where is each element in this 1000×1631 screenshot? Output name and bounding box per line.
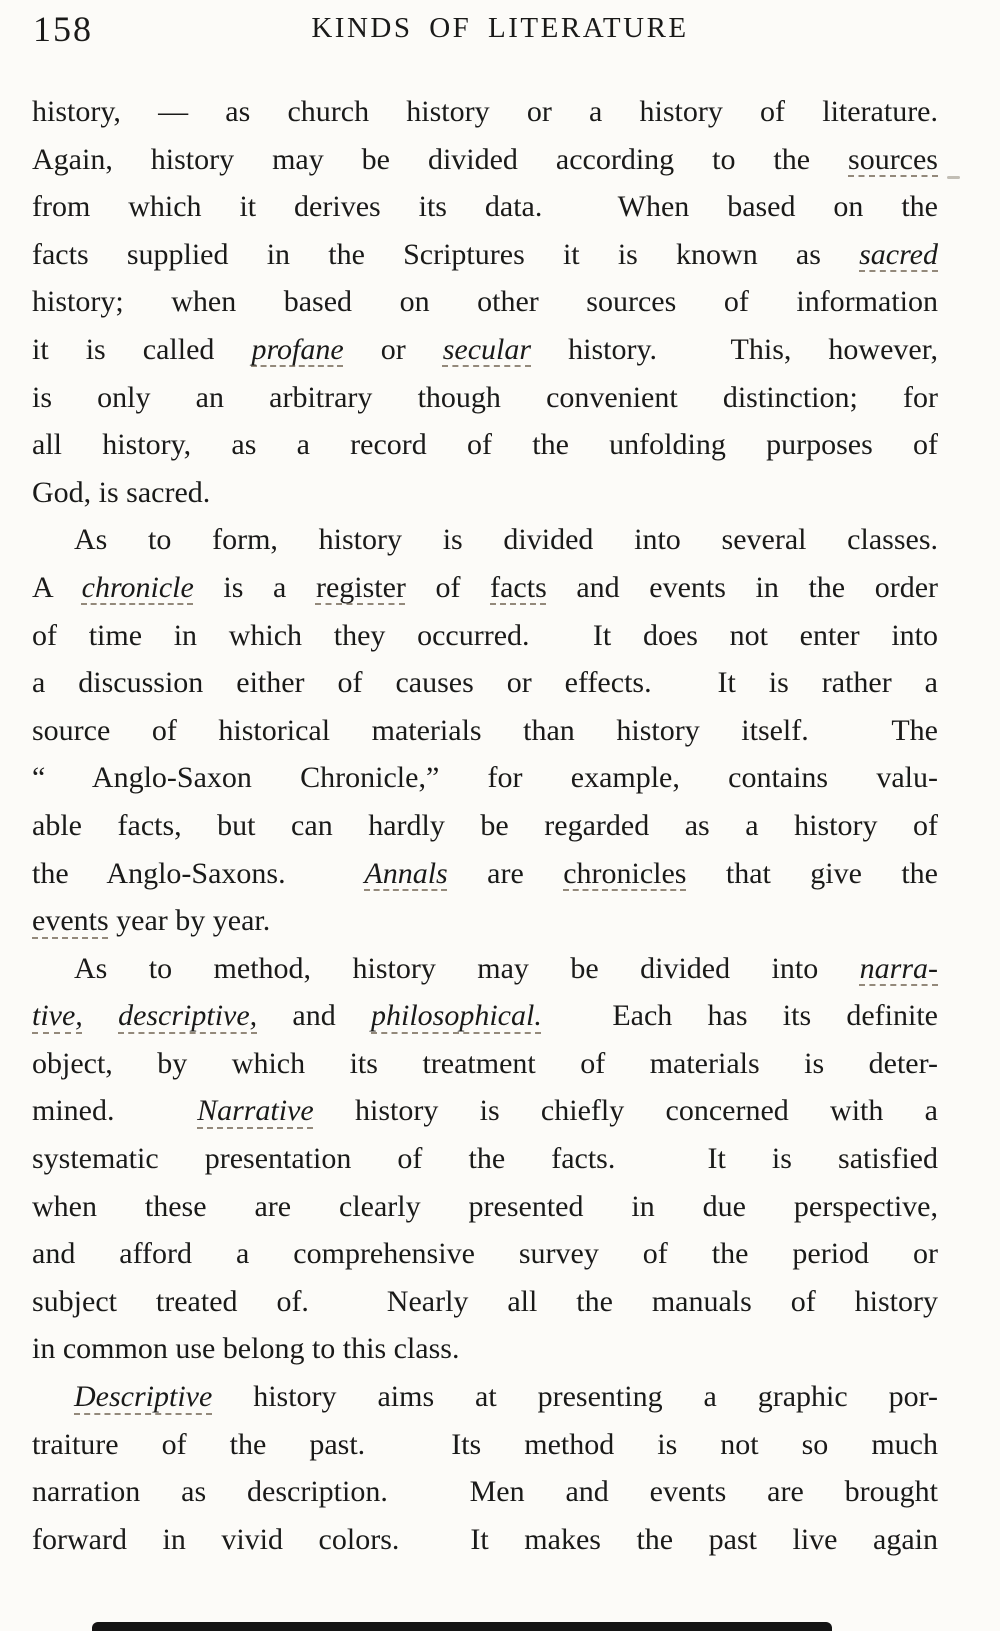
text-segment: of time in which they occurred. It does not enter into [32, 618, 938, 652]
text-line [32, 659, 938, 707]
italic-underlined-term: secular [442, 332, 532, 366]
text-segment: object, by which its treatment of materials is deter- [32, 1046, 938, 1080]
text-line [32, 612, 938, 660]
text-segment: facts supplied in the Scriptures it is known as [32, 237, 860, 271]
underlined-term: events [32, 904, 109, 938]
text-segment: able facts, but can hardly be regarded as a history of [32, 808, 938, 842]
text-segment: history, — as church history or a history of literature. [32, 95, 938, 128]
text-segment: all history, as a record of the unfolding purposes of [32, 428, 938, 462]
italic-underlined-term: Descriptive [74, 1380, 213, 1414]
text-line [32, 897, 938, 945]
text-segment: “ Anglo-Saxon Chronicle,” for example, contains valu- [32, 761, 938, 795]
pencil-mark-margin [947, 176, 960, 179]
text-line [32, 945, 938, 993]
text-line [32, 326, 938, 374]
text-line [32, 1421, 938, 1469]
text-segment: Each has its definite [541, 999, 938, 1033]
text-segment: As to method, history may be divided into [74, 951, 860, 985]
text-segment: a discussion either of causes or effects. It is rather a [32, 666, 938, 700]
text-segment: history is chiefly concerned with a [313, 1094, 938, 1128]
text-line [32, 1516, 938, 1564]
text-line [32, 802, 938, 850]
text-segment: and afford a comprehensive survey of the period or [32, 1237, 938, 1271]
italic-underlined-term: narra- [859, 951, 938, 985]
text-segment: history aims at presenting a graphic por- [212, 1380, 938, 1414]
italic-underlined-term: Annals [364, 856, 448, 890]
italic-underlined-term: descriptive, [118, 999, 258, 1033]
text-segment: it is called [32, 332, 252, 366]
running-head: KINDS OF LITERATURE [311, 12, 689, 44]
text-segment: from which it derives its data. When based on the [32, 190, 938, 224]
text-segment: subject treated of. Nearly all the manuals of history [32, 1284, 938, 1318]
italic-underlined-term: sacred [859, 237, 938, 271]
text-segment: source of historical materials than history itself. The [32, 713, 938, 747]
scan-edge-bottom [92, 1622, 832, 1631]
text-segment: history; when based on other sources of information [32, 285, 938, 319]
text-segment: Again, history may be divided according to the [32, 142, 849, 176]
text-segment: history. This, however, [531, 332, 938, 366]
text-line [32, 1325, 938, 1373]
text-line [32, 183, 938, 231]
text-segment: traiture of the past. Its method is not so much [32, 1427, 938, 1461]
text-segment: God, is sacred. [32, 475, 211, 509]
text-segment: forward in vivid colors. It makes the past live again [32, 1522, 938, 1556]
text-line [32, 1183, 938, 1231]
text-line [32, 1040, 938, 1088]
text-line [32, 850, 938, 898]
italic-underlined-term: tive, [32, 999, 83, 1033]
italic-underlined-term: Narrative [197, 1094, 314, 1128]
paragraph [32, 945, 938, 1373]
underlined-term: facts [490, 570, 547, 604]
text-segment: A [32, 570, 82, 604]
text-line [32, 136, 938, 184]
text-segment: As to form, history is divided into several classes. [74, 523, 938, 557]
paragraph [32, 88, 938, 516]
text-line [32, 1230, 938, 1278]
text-segment: year by year. [108, 904, 271, 938]
text-segment: in common use belong to this class. [32, 1332, 460, 1366]
text-segment: mined. [32, 1094, 198, 1128]
text-line [32, 1278, 938, 1326]
text-line [32, 992, 938, 1040]
paragraph [32, 1373, 938, 1563]
text-line [32, 564, 938, 612]
text-segment: that give the [686, 856, 938, 890]
text-line [32, 88, 938, 136]
text-segment: or [343, 332, 443, 366]
underlined-term: register [315, 570, 406, 604]
text-segment: is a [193, 570, 316, 604]
text-segment: and [257, 999, 371, 1033]
text-segment: the Anglo-Saxons. [32, 856, 365, 890]
italic-underlined-term: profane [251, 332, 344, 366]
text-line [32, 1087, 938, 1135]
text-line [32, 1468, 938, 1516]
paragraph [32, 516, 938, 944]
text-line [32, 707, 938, 755]
text-line [32, 421, 938, 469]
text-line [32, 469, 938, 517]
text-segment: narration as description. Men and events are brought [32, 1475, 938, 1509]
italic-underlined-term: chronicle [81, 570, 194, 604]
text-segment [83, 999, 118, 1032]
text-segment: of [405, 570, 491, 604]
page-body [32, 88, 938, 1563]
page-number: 158 [33, 9, 93, 49]
text-line [32, 516, 938, 564]
text-line [32, 1135, 938, 1183]
text-segment: is only an arbitrary though convenient distinction; for [32, 380, 938, 414]
underlined-term: chronicles [563, 856, 687, 890]
text-line [32, 1373, 938, 1421]
text-line [32, 374, 938, 422]
text-segment: when these are clearly presented in due perspective, [32, 1189, 938, 1223]
text-segment: and events in the order [546, 570, 938, 604]
text-line [32, 278, 938, 326]
text-segment: systematic presentation of the facts. It is satisfied [32, 1142, 938, 1176]
italic-underlined-term: philosophical. [371, 999, 542, 1033]
underlined-term: sources [848, 142, 938, 176]
text-segment: are [447, 856, 564, 890]
text-line [32, 754, 938, 802]
text-line [32, 231, 938, 279]
